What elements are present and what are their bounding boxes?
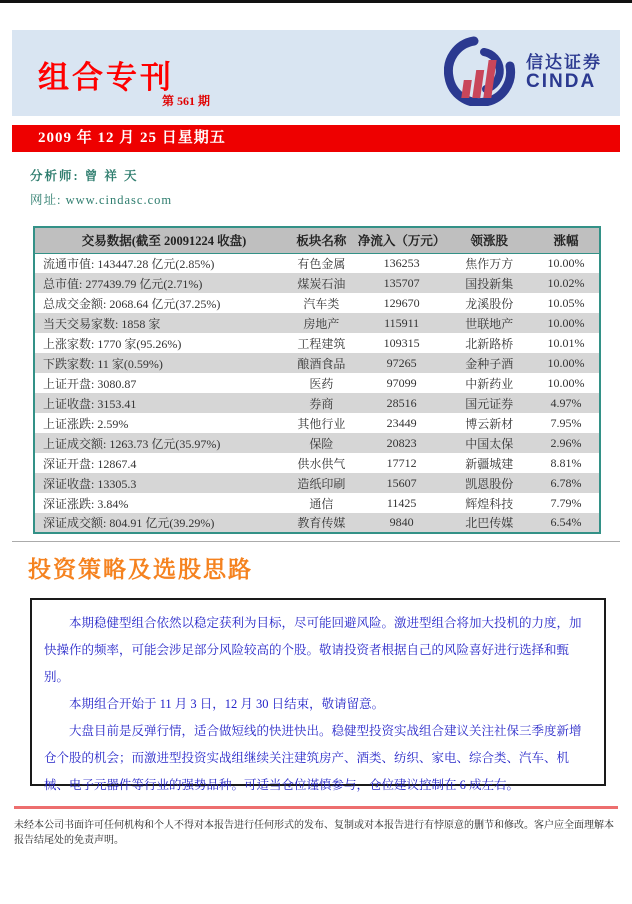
- trade-data-cell: 深证收盘: 13305.3: [34, 473, 285, 493]
- gain-cell: 10.00%: [533, 313, 600, 333]
- trade-data-cell: 上证收盘: 3153.41: [34, 393, 285, 413]
- sector-cell: 教育传媒: [285, 513, 358, 533]
- col-header-trade-data: 交易数据(截至 20091224 收盘): [34, 227, 285, 253]
- gain-cell: 2.96%: [533, 433, 600, 453]
- gain-cell: 10.00%: [533, 353, 600, 373]
- trade-data-cell: 深证涨跌: 3.84%: [43, 496, 129, 511]
- sector-cell: 酿酒食品: [285, 353, 358, 373]
- inflow-cell: 129670: [383, 295, 420, 310]
- leader-cell: 新疆城建: [465, 456, 514, 471]
- sector-cell: 有色金属: [297, 256, 346, 271]
- col-header-inflow: 净流入（万元）: [358, 227, 446, 253]
- gain-cell: 4.97%: [533, 393, 600, 413]
- website-link[interactable]: 网址: www.cindasc.com: [30, 193, 173, 207]
- table-row: [34, 473, 600, 493]
- col-header-sector: 板块名称: [285, 227, 358, 253]
- sector-cell: 煤炭石油: [285, 273, 358, 293]
- leader-cell: 中国太保: [445, 433, 533, 453]
- leader-cell: 金种子酒: [445, 353, 533, 373]
- inflow-cell: 109315: [383, 335, 420, 350]
- leader-cell: 北巴传媒: [445, 513, 533, 533]
- col-header-leader: 领涨股: [445, 227, 533, 253]
- sector-cell: 造纸印刷: [285, 473, 358, 493]
- table-row: [34, 253, 600, 273]
- leader-cell: 国投新集: [445, 273, 533, 293]
- gain-cell: 6.54%: [533, 513, 600, 533]
- strategy-text-box: [30, 598, 606, 792]
- trade-data-cell: 上证开盘: 3080.87: [43, 376, 137, 391]
- trade-data-cell: 深证成交额: 804.91 亿元(39.29%): [34, 513, 285, 533]
- table-row: [34, 413, 600, 433]
- table-row: [34, 353, 600, 373]
- sector-cell: 供水供气: [297, 456, 346, 471]
- table-row: [34, 393, 600, 413]
- sector-cell: 其他行业: [297, 416, 346, 431]
- table-header-row: [34, 227, 600, 253]
- sector-cell: 医药: [309, 376, 334, 391]
- inflow-cell: 28516: [358, 393, 446, 413]
- table-row: [34, 513, 600, 533]
- trade-data-cell: 流通市值: 143447.28 亿元(2.85%): [43, 256, 215, 271]
- sector-cell: 汽车类: [303, 296, 340, 311]
- inflow-cell: 97265: [358, 353, 446, 373]
- inflow-cell: 23449: [386, 415, 417, 430]
- leader-cell: 世联地产: [445, 313, 533, 333]
- gain-cell: 10.00%: [547, 375, 585, 390]
- strategy-paragraph-1: 本期稳健型组合依然以稳定获利为目标，尽可能回避风险。激进型组合将加大投机的力度，加快操作的频率，可能会涉足部分风险较高的个股。敬请投资者根据自己的风险喜好进行选择和甄别。: [44, 616, 582, 684]
- table-row: [34, 333, 600, 353]
- trade-data-cell: 总市值: 277439.79 亿元(2.71%): [34, 273, 285, 293]
- leader-cell: 焦作万方: [465, 256, 514, 271]
- analyst-label: 分析师: 曾 祥 天: [30, 169, 139, 183]
- trade-data-cell: 总成交金额: 2068.64 亿元(37.25%): [43, 296, 221, 311]
- inflow-cell: 115911: [358, 313, 446, 333]
- masthead: [12, 30, 620, 116]
- company-logo: [444, 36, 602, 110]
- inflow-cell: 15607: [358, 473, 446, 493]
- trade-data-cell: 上证成交额: 1263.73 亿元(35.97%): [34, 433, 285, 453]
- gain-cell: 8.81%: [550, 455, 582, 470]
- market-data-table: [33, 226, 601, 534]
- trade-data-cell: 下跌家数: 11 家(0.59%): [34, 353, 285, 373]
- leader-cell: 中新药业: [465, 376, 514, 391]
- table-row: [34, 293, 600, 313]
- publication-title: 组合专刊: [38, 60, 174, 95]
- logo-text: [526, 54, 602, 92]
- disclaimer-text: 未经本公司书面许可任何机构和个人不得对本报告进行任何形式的发布、复制或对本报告进行有悖原意的删节和修改。客户应全面理解本报告结尾处的免责声明。: [14, 820, 614, 846]
- sector-cell: 工程建筑: [297, 336, 346, 351]
- issue-number: 第 561 期: [162, 94, 211, 108]
- trade-data-cell: 当天交易家数: 1858 家: [34, 313, 285, 333]
- leader-cell: 凯恩股份: [445, 473, 533, 493]
- date-banner: 2009 年 12 月 25 日星期五: [12, 125, 620, 152]
- sector-cell: 保险: [285, 433, 358, 453]
- gain-cell: 10.02%: [533, 273, 600, 293]
- trade-data-cell: 深证开盘: 12867.4: [43, 456, 137, 471]
- logo-english-name: CINDA: [526, 70, 597, 92]
- col-header-gain: 涨幅: [533, 227, 600, 253]
- gain-cell: 10.01%: [547, 335, 585, 350]
- gain-cell: 10.05%: [547, 295, 585, 310]
- inflow-cell: 135707: [358, 273, 446, 293]
- gain-cell: 7.79%: [550, 495, 582, 510]
- table-row: [34, 313, 600, 333]
- table-bottom-rule: [12, 541, 620, 542]
- inflow-cell: 11425: [386, 495, 417, 510]
- leader-cell: 博云新材: [465, 416, 514, 431]
- footer-divider-rule: [14, 806, 618, 809]
- inflow-cell: 20823: [358, 433, 446, 453]
- leader-cell: 龙溪股份: [465, 296, 514, 311]
- strategy-paragraph-3: 大盘目前是反弹行情，适合做短线的快进快出。稳健型投资实战组合建议关注社保三季度新增仓个股的机会；而激进型投资实战组继续关注建筑房产、酒类、纺织、家电、综合类、汽车、机械、电子元器件等行业的强势品种。可适当仓位谨慎参与，仓位建议控制在 6 成左右。: [44, 724, 582, 792]
- table-row: [34, 493, 600, 513]
- leader-cell: 北新路桥: [465, 336, 514, 351]
- leader-cell: 国元证券: [445, 393, 533, 413]
- top-border-rule: [0, 0, 632, 3]
- cinda-logo-icon: [444, 36, 518, 111]
- trade-data-cell: 上证涨跌: 2.59%: [43, 416, 129, 431]
- inflow-cell: 17712: [386, 455, 417, 470]
- gain-cell: 10.00%: [547, 255, 585, 270]
- gain-cell: 6.78%: [533, 473, 600, 493]
- logo-chinese-name: 信达证券: [526, 53, 602, 73]
- sector-cell: 券商: [285, 393, 358, 413]
- inflow-cell: 136253: [383, 255, 420, 270]
- table-row: [34, 373, 600, 393]
- leader-cell: 辉煌科技: [465, 496, 514, 511]
- table-row: [34, 273, 600, 293]
- table-row: [34, 433, 600, 453]
- table-row: [34, 453, 600, 473]
- gain-cell: 7.95%: [550, 415, 582, 430]
- inflow-cell: 97099: [386, 375, 417, 390]
- inflow-cell: 9840: [358, 513, 446, 533]
- sector-cell: 通信: [309, 496, 334, 511]
- trade-data-cell: 上涨家数: 1770 家(95.26%): [43, 336, 182, 351]
- sector-cell: 房地产: [285, 313, 358, 333]
- strategy-paragraph-2: 本期组合开始于 11 月 3 日，12 月 30 日结束，敬请留意。: [69, 697, 385, 711]
- strategy-section-title: 投资策略及选股思路: [28, 557, 253, 582]
